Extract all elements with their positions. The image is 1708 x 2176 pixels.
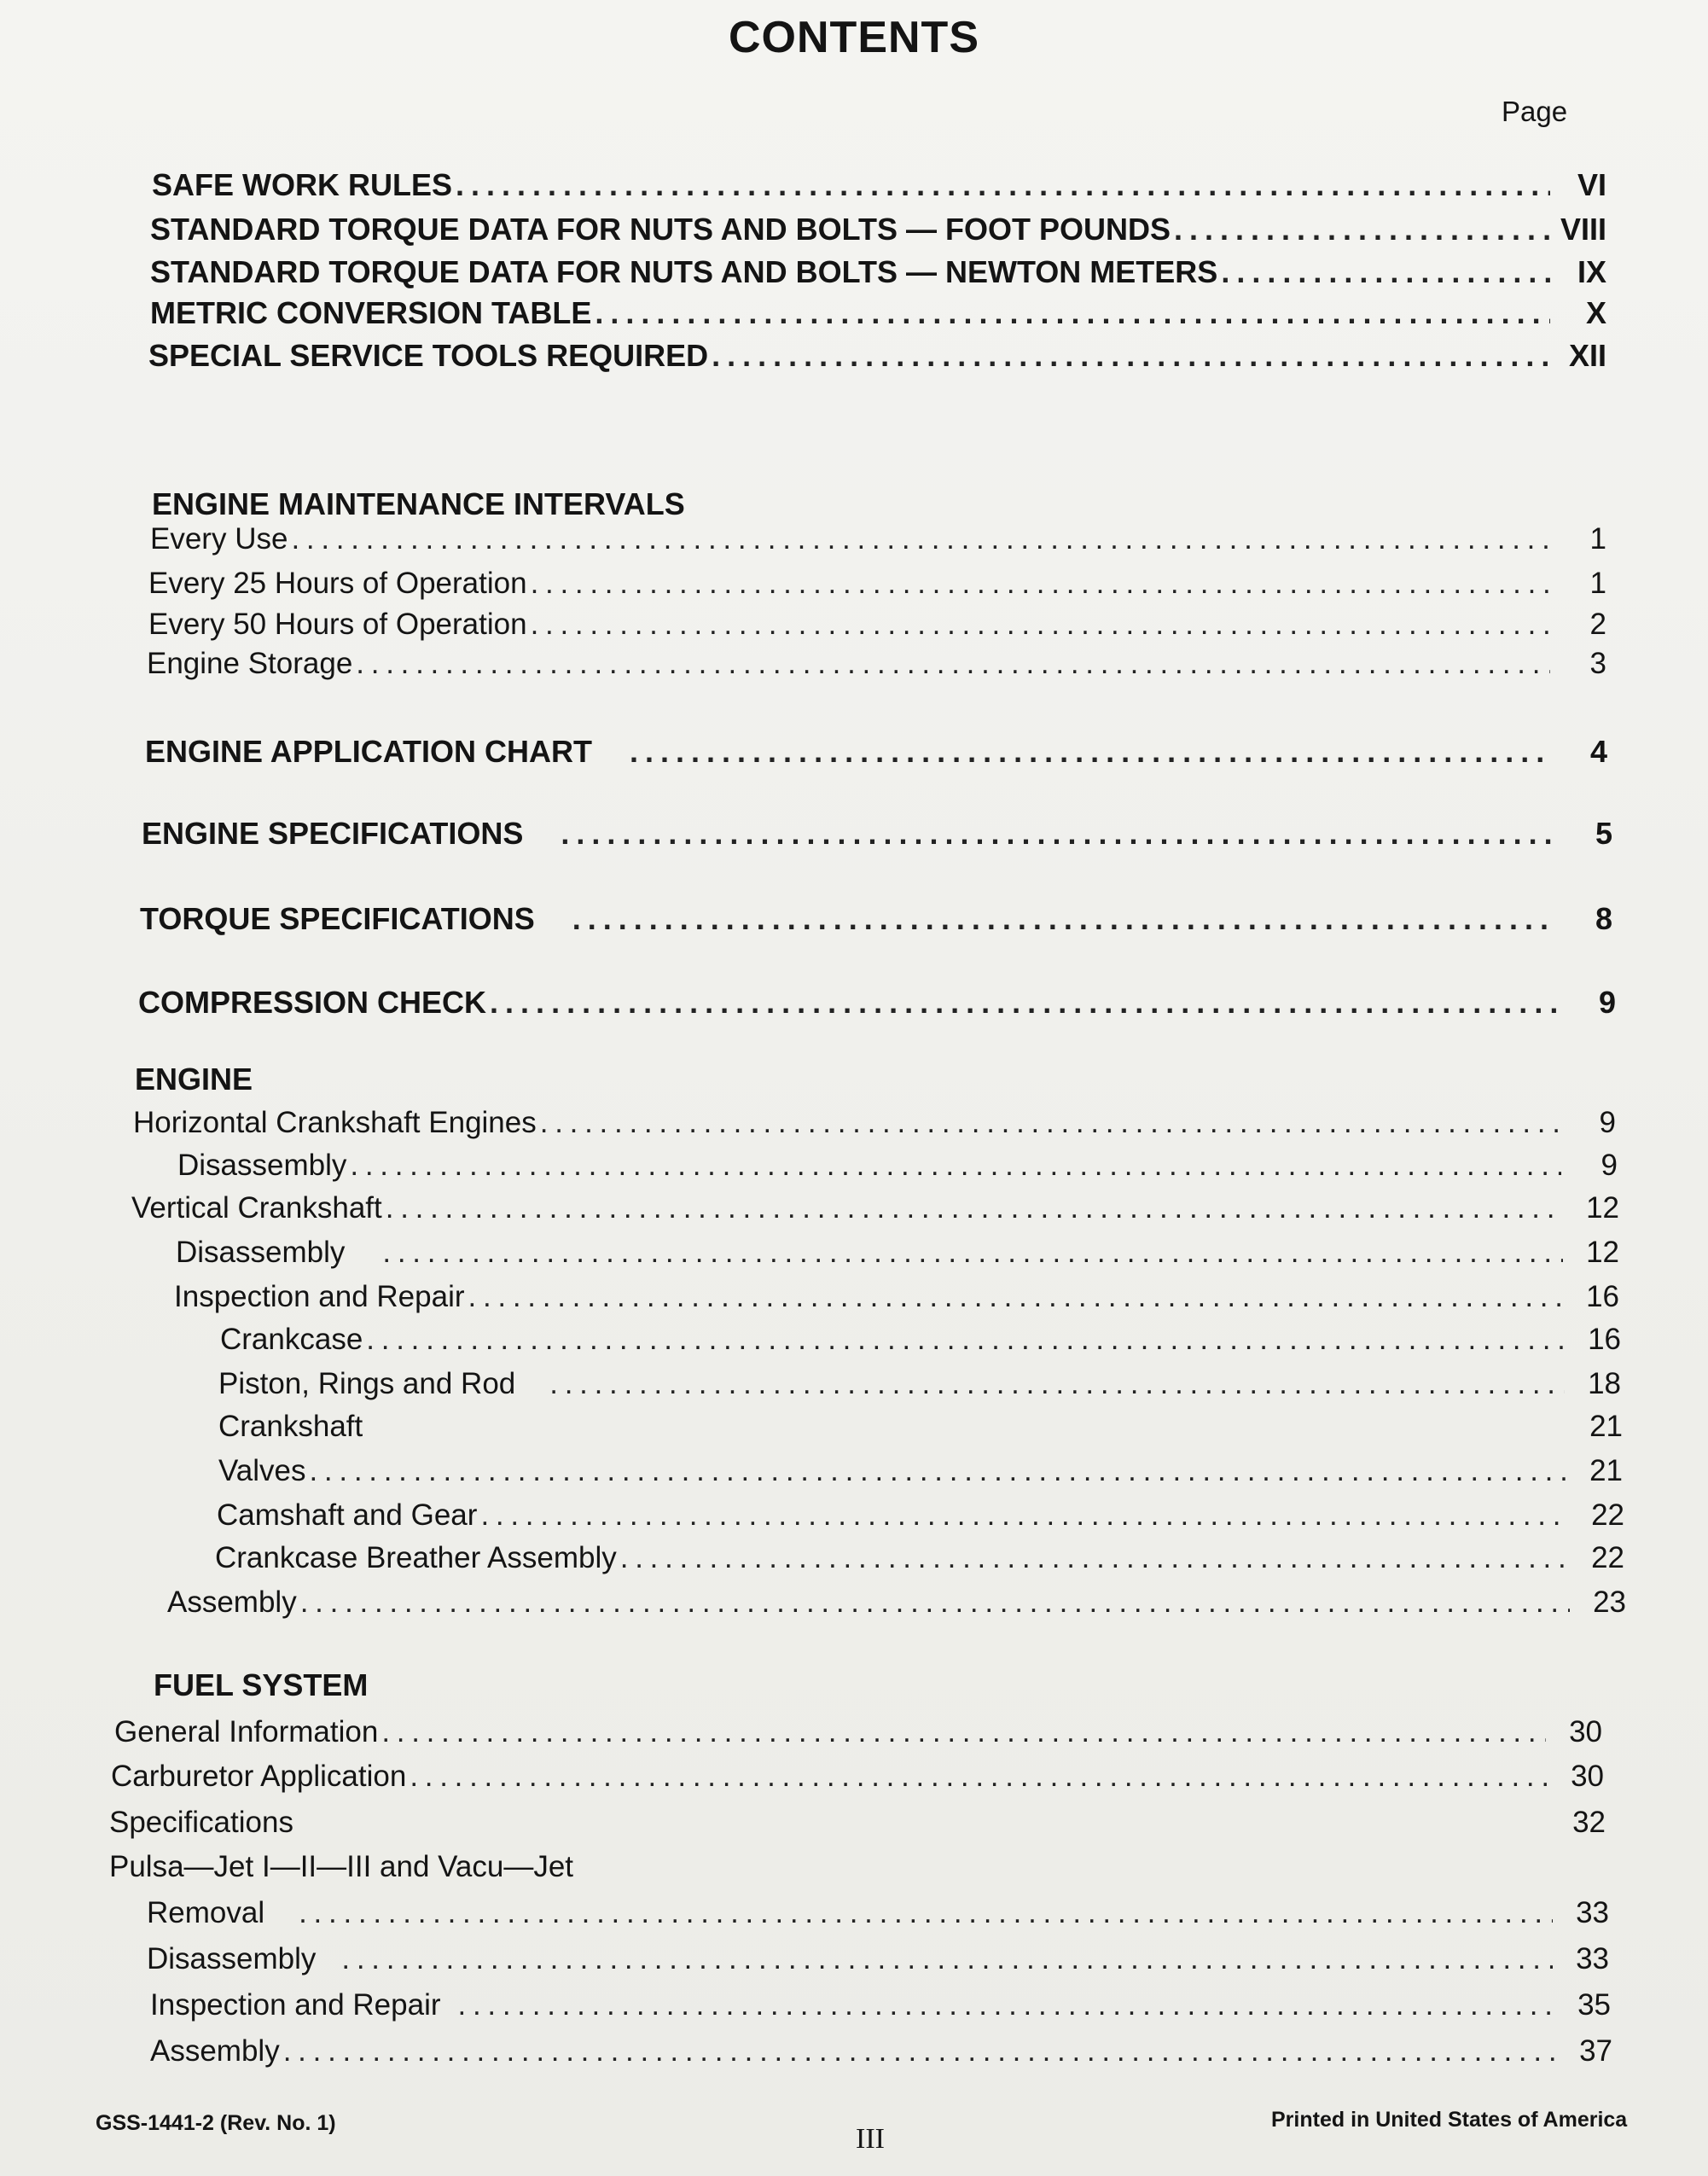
toc-entry-text: METRIC CONVERSION TABLE [150, 295, 592, 330]
toc-entry-page: 30 [1571, 1760, 1604, 1793]
toc-entry-page: VIII [1560, 212, 1606, 247]
leader-dots [300, 1585, 1570, 1620]
toc-entry-compression-check[interactable] [138, 985, 1616, 1021]
toc-entry-text: Inspection and Repair [150, 1988, 441, 2022]
leader-dots [356, 647, 1550, 681]
toc-entry-text: COMPRESSION CHECK [138, 985, 487, 1020]
leader-dots [386, 1191, 1563, 1225]
toc-entry-page: 35 [1577, 1988, 1611, 2022]
toc-entry-piston-rings-rod[interactable] [218, 1367, 1621, 1401]
leader-dots [309, 1454, 1566, 1488]
toc-entry-text: Carburetor Application [111, 1760, 407, 1793]
toc-entry-page: 4 [1589, 734, 1607, 769]
toc-entry-page: 21 [1589, 1454, 1623, 1487]
leader-dots [291, 522, 1550, 556]
leader-dots [572, 901, 1556, 937]
toc-entry-text: Crankcase Breather Assembly [215, 1541, 617, 1574]
toc-entry-horizontal-disassembly[interactable] [177, 1149, 1618, 1183]
toc-entry-page: 16 [1586, 1280, 1619, 1313]
toc-entry-crankcase[interactable] [220, 1323, 1621, 1357]
leader-dots [712, 338, 1550, 374]
toc-entry-page: 5 [1595, 816, 1612, 851]
toc-entry-vertical-disassembly[interactable] [176, 1236, 1619, 1270]
leader-dots [456, 167, 1550, 203]
leader-dots [1221, 254, 1550, 290]
leader-dots [1174, 212, 1550, 247]
leader-dots [531, 608, 1550, 642]
toc-entry-text: STANDARD TORQUE DATA FOR NUTS AND BOLTS — NEWTON METERS [150, 254, 1218, 289]
toc-entry-crankshaft[interactable] [218, 1410, 1623, 1444]
toc-entry-text: SPECIAL SERVICE TOOLS REQUIRED [148, 338, 709, 373]
toc-entry-application-chart[interactable] [145, 734, 1607, 770]
toc-entry-metric-conversion[interactable] [150, 295, 1606, 331]
toc-entry-page: 30 [1569, 1715, 1602, 1748]
toc-entry-engine-assembly[interactable] [167, 1585, 1626, 1620]
toc-entry-torque-newton-meters[interactable] [150, 254, 1606, 290]
toc-entry-page: 1 [1589, 522, 1606, 556]
page-title: CONTENTS [729, 13, 979, 62]
leader-dots [350, 1149, 1561, 1183]
toc-entry-page: 33 [1576, 1942, 1609, 1975]
toc-entry-specifications[interactable] [109, 1806, 1606, 1840]
toc-entry-text: Crankcase [220, 1323, 363, 1356]
toc-entry-text: Removal [147, 1896, 265, 1929]
leader-dots [410, 1760, 1548, 1794]
toc-entry-text: Specifications [109, 1806, 293, 1839]
toc-entry-page: 22 [1591, 1498, 1624, 1532]
toc-entry-page: 12 [1586, 1236, 1619, 1269]
toc-entry-page: 12 [1586, 1191, 1619, 1225]
toc-entry-page: 37 [1579, 2034, 1612, 2068]
toc-entry-text: Assembly [150, 2034, 280, 2068]
toc-entry-engine-storage[interactable] [147, 647, 1606, 681]
toc-entry-page: 32 [1572, 1806, 1606, 1839]
leader-dots [540, 1106, 1560, 1140]
toc-entry-page: 2 [1589, 608, 1606, 641]
toc-entry-crankcase-breather[interactable] [215, 1541, 1624, 1575]
toc-entry-every-25-hours[interactable] [148, 567, 1606, 601]
toc-entry-page: 18 [1588, 1367, 1621, 1400]
toc-entry-safe-work-rules[interactable] [152, 167, 1606, 203]
leader-dots [299, 1896, 1553, 1930]
toc-entry-page: X [1585, 295, 1606, 330]
toc-entry-text: Crankshaft [218, 1410, 363, 1443]
toc-entry-page: VI [1577, 167, 1606, 202]
toc-entry-text: Disassembly [176, 1236, 346, 1269]
toc-entry-page: 8 [1595, 901, 1612, 936]
toc-entry-page: 22 [1591, 1541, 1624, 1574]
leader-dots [341, 1942, 1553, 1976]
toc-entry-horizontal-crankshaft[interactable] [133, 1106, 1616, 1140]
toc-entry-every-use[interactable] [150, 522, 1606, 556]
toc-entry-text: Horizontal Crankshaft Engines [133, 1106, 537, 1139]
leader-dots [458, 1988, 1555, 2022]
toc-entry-page: 33 [1576, 1896, 1609, 1929]
leader-dots [549, 1367, 1565, 1401]
toc-entry-fuel-removal[interactable] [147, 1896, 1609, 1930]
toc-entry-carburetor-application[interactable] [111, 1760, 1604, 1794]
toc-entry-page: 21 [1589, 1410, 1623, 1443]
leader-dots [561, 816, 1556, 852]
toc-entry-valves[interactable] [218, 1454, 1623, 1488]
leader-dots [381, 1715, 1546, 1749]
toc-entry-engine-specifications[interactable] [142, 816, 1612, 852]
leader-dots [283, 2034, 1556, 2068]
toc-entry-fuel-inspection-repair[interactable] [150, 1988, 1611, 2022]
toc-entry-text: TORQUE SPECIFICATIONS [140, 901, 535, 936]
toc-entry-page: 1 [1589, 567, 1606, 600]
toc-entry-camshaft-gear[interactable] [217, 1498, 1624, 1533]
leader-dots [595, 295, 1550, 331]
toc-entry-fuel-assembly[interactable] [150, 2034, 1612, 2068]
toc-entry-text: General Information [114, 1715, 379, 1748]
toc-entry-fuel-disassembly[interactable] [147, 1942, 1609, 1976]
section-heading-maintenance: ENGINE MAINTENANCE INTERVALS [152, 486, 685, 521]
document-number: GSS-1441-2 (Rev. No. 1) [96, 2111, 336, 2135]
toc-entry-text: Engine Storage [147, 647, 353, 680]
page-number: III [856, 2123, 885, 2155]
toc-entry-pulsa-jet[interactable] [109, 1850, 1607, 1884]
toc-entry-special-service-tools[interactable] [148, 338, 1606, 374]
toc-entry-text: Inspection and Repair [174, 1280, 465, 1313]
toc-entry-text: Assembly [167, 1585, 297, 1619]
toc-entry-torque-specifications[interactable] [140, 901, 1612, 937]
toc-entry-page: XII [1568, 338, 1606, 373]
toc-entry-torque-foot-pounds[interactable] [150, 212, 1606, 247]
leader-dots [468, 1280, 1564, 1314]
toc-entry-text: Camshaft and Gear [217, 1498, 478, 1532]
toc-entry-text: ENGINE APPLICATION CHART [145, 734, 593, 769]
toc-entry-page: 9 [1601, 1149, 1618, 1182]
leader-dots [630, 734, 1551, 770]
toc-entry-inspection-repair[interactable] [174, 1280, 1619, 1314]
toc-entry-page: 9 [1598, 985, 1616, 1020]
section-heading-engine: ENGINE [135, 1062, 253, 1097]
toc-entry-text: SAFE WORK RULES [152, 167, 453, 202]
toc-entry-text: Every 50 Hours of Operation [148, 608, 527, 641]
toc-entry-text: Piston, Rings and Rod [218, 1367, 516, 1400]
toc-entry-general-information[interactable] [114, 1715, 1602, 1749]
page-column-label: Page [1502, 96, 1568, 127]
section-heading-fuel-system: FUEL SYSTEM [154, 1667, 369, 1702]
leader-dots [382, 1236, 1563, 1270]
leader-dots [490, 985, 1560, 1021]
toc-entry-text: ENGINE SPECIFICATIONS [142, 816, 524, 851]
toc-entry-page: 3 [1589, 647, 1606, 680]
printed-notice: Printed in United States of America [1271, 2108, 1628, 2132]
toc-entry-text: Every Use [150, 522, 288, 556]
toc-entry-text: Disassembly [177, 1149, 347, 1182]
toc-entry-text: Every 25 Hours of Operation [148, 567, 527, 600]
leader-dots [366, 1323, 1565, 1357]
toc-entry-text: Vertical Crankshaft [131, 1191, 382, 1225]
toc-entry-text: Pulsa—Jet I—II—III and Vacu—Jet [109, 1850, 574, 1883]
toc-entry-page: 9 [1599, 1106, 1616, 1139]
toc-entry-page: 23 [1593, 1585, 1626, 1619]
toc-entry-page: 16 [1588, 1323, 1621, 1356]
toc-entry-text: STANDARD TORQUE DATA FOR NUTS AND BOLTS — FOOT POUNDS [150, 212, 1171, 247]
leader-dots [620, 1541, 1568, 1575]
toc-entry-page: IX [1577, 254, 1606, 289]
toc-entry-text: Disassembly [147, 1942, 317, 1975]
leader-dots [531, 567, 1550, 601]
toc-entry-text: Valves [218, 1454, 306, 1487]
toc-entry-every-50-hours[interactable] [148, 608, 1606, 642]
leader-dots [480, 1498, 1568, 1533]
toc-entry-vertical-crankshaft[interactable] [131, 1191, 1619, 1225]
